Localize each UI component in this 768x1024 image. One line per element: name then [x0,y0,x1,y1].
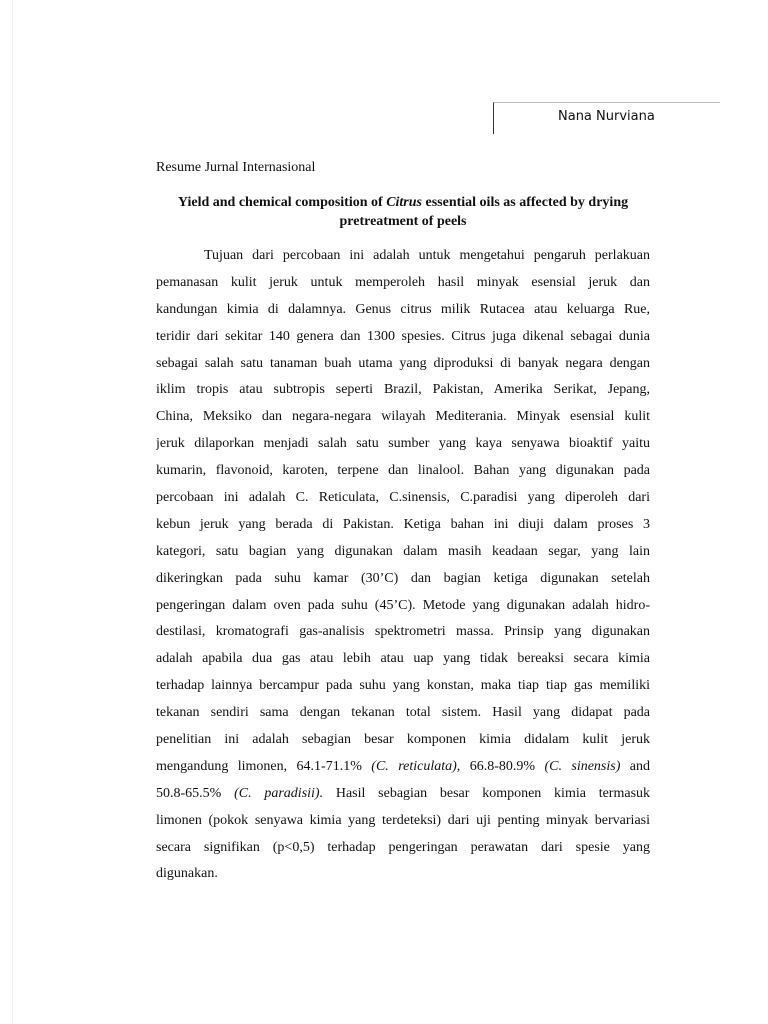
body-line-paradisii [156,781,650,808]
title-part-1: Yield and chemical composition of [177,195,387,210]
page-edge [12,0,13,1024]
title-italic: Citrus [386,195,422,210]
document-label: Resume Jurnal Internasional [156,160,316,175]
body-line: tekanan sendiri sama dengan tekanan total sistem. Hasil yang didapat pada [156,705,650,721]
species-sinensis: (C. sinensis) [544,758,621,774]
body-line: limonen (pokok senyawa kimia yang terdeteksi) dari uji penting minyak bervariasi [156,812,650,828]
author-name-box [493,102,720,134]
body-line: Tujuan dari percobaan ini adalah untuk mengetahui pengaruh perlakuan [204,248,650,263]
line21-a: 50.8-65.5% [156,785,235,801]
body-line: kandungan kimia di dalamnya. Genus citrus milik Rutacea atau keluarga Rue, [156,301,650,317]
body-line: kebun jeruk yang berada di Pakistan. Ketiga bahan ini diuji dalam proses 3 [156,516,650,532]
body-line: kumarin, flavonoid, karoten, terpene dan linalool. Bahan yang digunakan pada [156,463,650,479]
body-line: percobaan ini adalah C. Reticulata, C.sinensis, C.paradisi yang diperoleh dari [156,490,650,506]
title-line-2: pretreatment of peels [339,214,467,229]
species-reticulata: (C. reticulata) [371,758,457,774]
body-line: dikeringkan pada suhu kamar (30’C) dan bagian ketiga digunakan setelah [156,570,650,586]
document-title [156,193,650,231]
body-line: sebagai salah satu tanaman buah utama yang diproduksi di banyak negara dengan [156,355,650,371]
body-line: adalah apabila dua gas atau lebih atau uap yang tidak bereaksi secara kimia [156,651,650,667]
body-line: teridir dari sekitar 140 genera dan 1300 spesies. Citrus juga dikenal sebagai dunia [156,328,650,344]
body-line: terhadap lainnya bercampur pada suhu yang konstan, maka tiap tiap gas memiliki [156,678,650,694]
body-line-last: digunakan. [156,866,218,882]
body-line: pengeringan dalam oven pada suhu (45’C). Metode yang digunakan adalah hidro- [156,597,650,613]
line20-b: , 66.8-80.9% [456,758,545,774]
line21-b: Hasil sebagian besar komponen kimia termasuk [323,785,650,801]
title-part-2: essential oils as affected by drying [422,195,629,210]
body-line: jeruk dilaporkan menjadi salah satu sumber yang kaya senyawa bioaktif yaitu [156,436,650,452]
line20-a: mengandung limonen, 64.1-71.1% [156,758,372,774]
body-line: pemanasan kulit jeruk untuk memperoleh hasil minyak esensial jeruk dan [156,274,650,290]
body-line: destilasi, kromatografi gas-analisis spektrometri massa. Prinsip yang digunakan [156,624,650,640]
body-paragraph [156,243,650,888]
body-line: China, Meksiko dan negara-negara wilayah Mediterania. Minyak esensial kulit [156,409,650,425]
body-line: secara signifikan (p<0,5) terhadap pengeringan perawatan dari spesie yang [156,839,650,855]
body-line-limonen [156,754,650,781]
body-line: kategori, satu bagian yang digunakan dalam masih keadaan segar, yang lain [156,543,650,559]
body-line: iklim tropis atau subtropis seperti Brazil, Pakistan, Amerika Serikat, Jepang, [156,382,650,398]
species-paradisii: (C. paradisii). [234,785,324,801]
author-name: Nana Nurviana [558,109,655,124]
line20-c: and [620,758,650,774]
body-line: penelitian ini adalah sebagian besar komponen kimia didalam kulit jeruk [156,732,650,748]
